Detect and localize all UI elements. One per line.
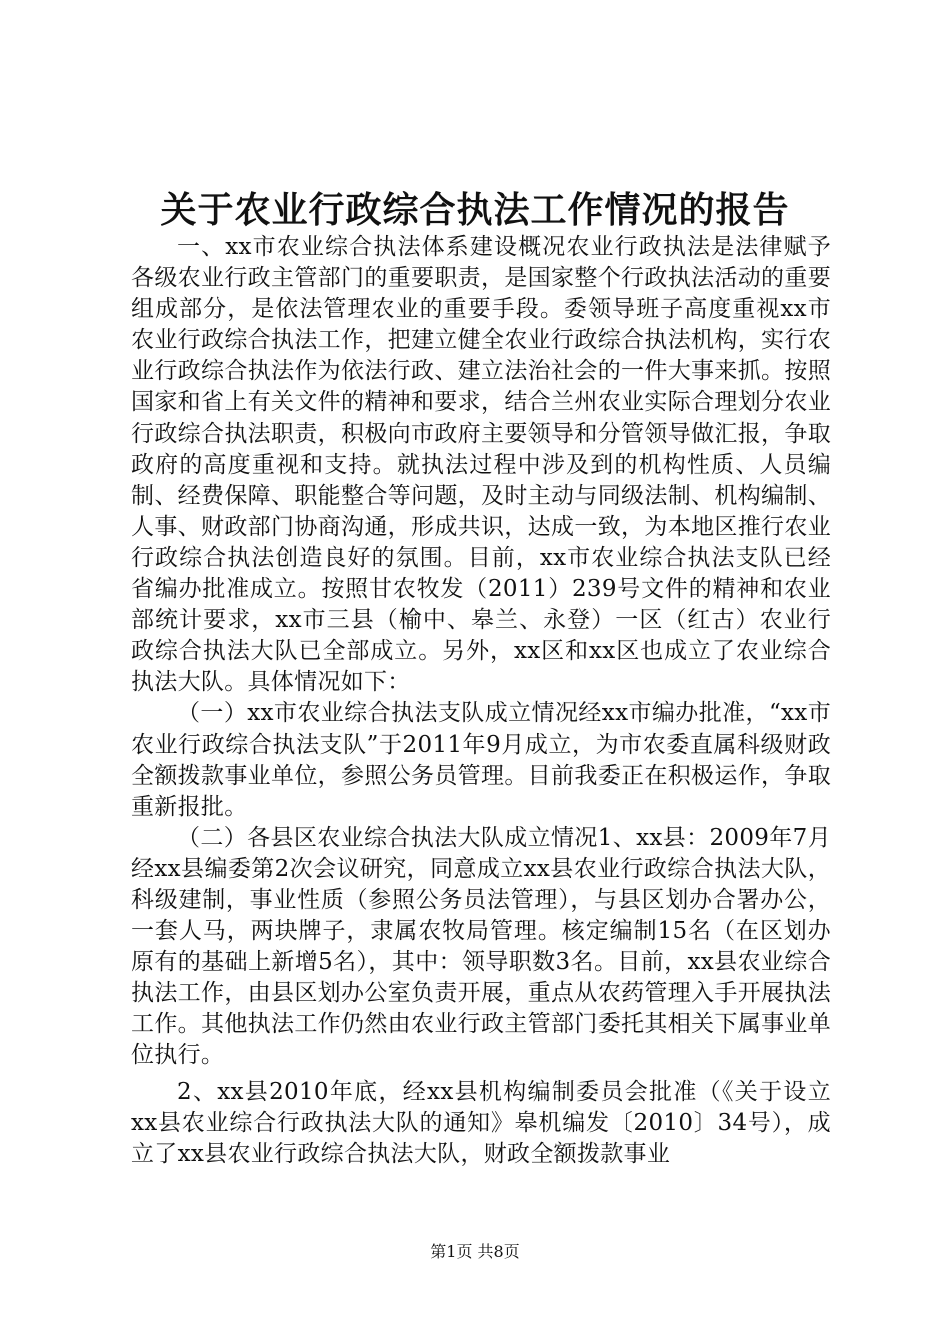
page-number: 第1页 共8页 — [430, 1242, 520, 1261]
paragraph-overview: 一、xx市农业综合执法体系建设概况农业行政执法是法律赋予各级农业行政主管部门的重要职责，是国家整个行政执法活动的重要组成部分，是依法管理农业的重要手段。委领导班子高度重视xx市农业行政综合执法工作，把建立健全农业行政综合执法机构，实行农业行政综合执法作为依法行政、建立法治社会的一件大事来抓。按照国家和省上有关文件的精神和要求，结合兰州农业实际合理划分农业行政综合执法职责，积极向市政府主要领导和分管领导做汇报，争取政府的高度重视和支持。就执法过程中涉及到的机构性质、人员编制、经费保障、职能整合等问题，及时主动与同级法制、机构编制、人事、财政部门协商沟通，形成共识，达成一致，为本地区推行农业行政综合执法创造良好的氛围。目前，xx市农业综合执法支队已经省编办批准成立。按照甘农牧发（2011）239号文件的精神和农业部统计要求，xx市三县（榆中、皋兰、永登）一区（红古）农业行政综合执法大队已全部成立。另外，xx区和xx区也成立了农业综合执法大队。具体情况如下： — [131, 234, 831, 696]
paragraph-city-detachment: （一）xx市农业综合执法支队成立情况经xx市编办批准，“xx市农业行政综合执法支队”于2011年9月成立，为市农委直属科级财政全额拨款事业单位，参照公务员管理。目前我委正在积极运作，争取重新报批。 — [131, 700, 831, 820]
paragraph-county-two: 2、xx县2010年底，经xx县机构编制委员会批准（《关于设立xx县农业综合行政执法大队的通知》皋机编发〔2010〕34号），成立了xx县农业行政综合执法大队，财政全额拨款事业 — [131, 1078, 831, 1167]
document-title: 关于农业行政综合执法工作情况的报告 — [160, 189, 790, 231]
document-body — [131, 232, 831, 1170]
paragraph-county-brigades: （二）各县区农业综合执法大队成立情况1、xx县：2009年7月经xx县编委第2次会议研究，同意成立xx县农业行政综合执法大队，科级建制，事业性质（参照公务员法管理），与县区划办合署办公，一套人马，两块牌子，隶属农牧局管理。核定编制15名（在区划办原有的基础上新增5名），其中：领导职数3名。目前，xx县农业综合执法工作，由县区划办公室负责开展，重点从农药管理入手开展执法工作。其他执法工作仍然由农业行政主管部门委托其相关下属事业单位执行。 — [131, 824, 831, 1069]
